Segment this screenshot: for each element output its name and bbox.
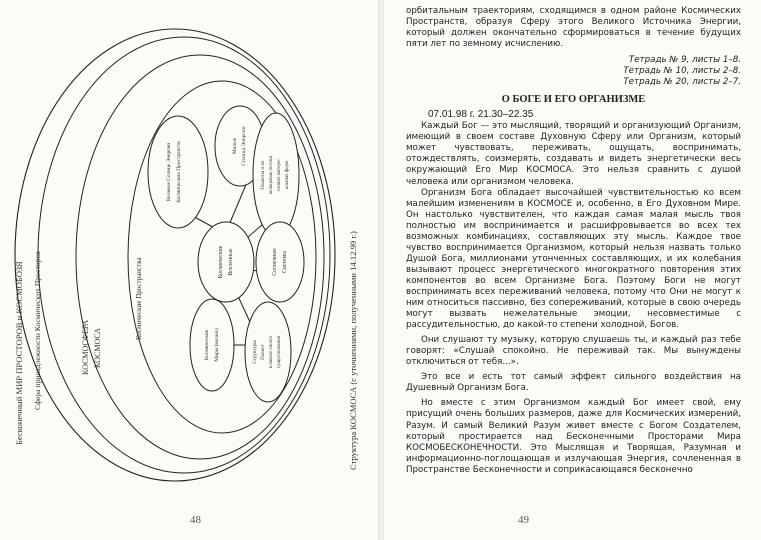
svg-text:Солнечные: Солнечные [272, 248, 278, 276]
svg-text:тонких матери-: тонких матери- [277, 158, 282, 192]
svg-text:Малые: Малые [232, 137, 238, 155]
cosmos-structure-diagram [0, 0, 380, 540]
body-paragraph: Они слушают ту музыку, которую слушаешь ты, и каждый раз тебе говорят: «Слушай спокойно. Не переживай так. Мы вынуждены отключиться от тебя...». [406, 335, 741, 368]
body-paragraph: Это все и есть тот самый эффект сильного воздействия на Душевный Организм Бога. [406, 372, 741, 394]
svg-text:Миры (малые): Миры (малые) [214, 328, 220, 362]
svg-text:существования: существования [277, 335, 282, 369]
node-planets [253, 113, 299, 237]
entry-date: 07.01.98 г. 21.30–22.35 [428, 109, 534, 121]
svg-text:Системы: Системы [282, 250, 288, 274]
svg-text:альных форм: альных форм [285, 160, 290, 190]
svg-text:Планет: Планет [261, 344, 266, 360]
text-column [406, 6, 741, 476]
svg-text:Вселенные: Вселенные [228, 248, 234, 276]
page-number-right: 49 [518, 514, 529, 526]
page-number-left: 48 [190, 514, 201, 526]
right-page [384, 0, 761, 540]
svg-text:кольцевые потоки: кольцевые потоки [269, 155, 274, 195]
diagram-caption: Структура КОСМОСА (с уточнениями, полученными 14.12.99 г.) [348, 231, 358, 470]
cosmosphere-label-line1: КОСМОСФЕРА [81, 319, 90, 375]
reference-line: Тетрадь № 9, листы 1–8. [628, 55, 741, 66]
node-universes [198, 222, 254, 302]
body-paragraph: Каждый Бог — это мыслящий, творящий и организующий Организм, имеющий в своем составе Духовную Сферу или Организм, который может чувствовать, переживать, ощущать, воспринимать, отождествлять, соизмерять, создавать и видеть энергетически весь окружающий Его Мир КОСМОСА. Это нельзя сравнить с душой человека или организмом человека. [406, 121, 741, 187]
svg-text:Структуры: Структуры [253, 340, 258, 364]
spaces-label: Космические Пространства [135, 257, 143, 340]
svg-text:в начале своего: в начале своего [269, 335, 274, 369]
node-solar-systems [256, 222, 304, 302]
svg-text:Космических Пространств: Космических Пространств [176, 141, 182, 203]
references [406, 55, 741, 88]
node-worlds [190, 299, 234, 391]
intro-paragraph: орбитальным траекториям, сходящимся в одном районе Космических Пространств, образуя Сферу этого Великого Источника Энергии, который должен окончательно сформироваться в течение будущих пяти лет по земному исчислению. [406, 6, 741, 50]
svg-text:Планеты и их: Планеты и их [261, 160, 266, 190]
outer-label: Бесконечный МИР ПРОСТОРОВ и КОСМОБОЗЯ [14, 261, 24, 445]
svg-text:Солнца Энергии: Солнца Энергии [241, 126, 247, 166]
section-heading: О БОГЕ И ЕГО ОРГАНИЗМЕ [501, 94, 646, 106]
sphere-label: Сфера принадлежности Космических Просторов [33, 251, 42, 410]
svg-text:Космические: Космические [204, 329, 210, 361]
svg-text:Великое Солнце Энергии: Великое Солнце Энергии [166, 142, 172, 202]
body-paragraph: Но вместе с этим Организмом каждый Бог имеет свой, ему присущий очень больших размеров, даже для Космических измерений, Разум. И самый Великий Разум живет вместе с Богом Создателем, который простирается над Бесконечными Просторами Мира КОСМОБЕСКОНЕЧНОСТИ. Это Мыслящая и Творящая, Разумная и информационно-поглощающая и излучающая Энергия, сочлененная в Пространстве Бесконечности и соприкасающаяся бесконечно [406, 398, 741, 475]
cosmosphere-label-line2: КОСМОСА [93, 327, 102, 368]
svg-text:Космические: Космические [218, 245, 224, 279]
left-page [0, 0, 380, 540]
body-paragraph: Организм Бога обладает высочайшей чувствительностью ко всем малейшим изменениям в КОСМОСЕ и, особенно, в Его Духовном Мире. Он настолько чувствителен, что каждая самая малая мысль твоя полностью им воспринимается и расшифровывается во всех тех возможных комбинациях, составляющих эту мысль. Каждое твое чувство воспринимается Организмом, который нельзя назвать только Душой Бога, миллионами утонченных составляющих, и их колебания вызывают процесс энергетического многократного повторения этих компонентов во всем Организме Бога. Поэтому Боги не могут воспринимать всех переживаний человека, потому что Они не могут к ним относиться пассивно, без сопереживаний, которые в свою очередь могут вызвать нежелательные эмоции, несовместимые с рассудительностью, до какой-то степени холодной, Богов. [406, 187, 741, 331]
reference-line: Тетрадь № 10, листы 2–8. [623, 66, 741, 77]
node-structures [245, 302, 291, 402]
reference-line: Тетрадь № 20, листы 2–7. [623, 77, 741, 88]
